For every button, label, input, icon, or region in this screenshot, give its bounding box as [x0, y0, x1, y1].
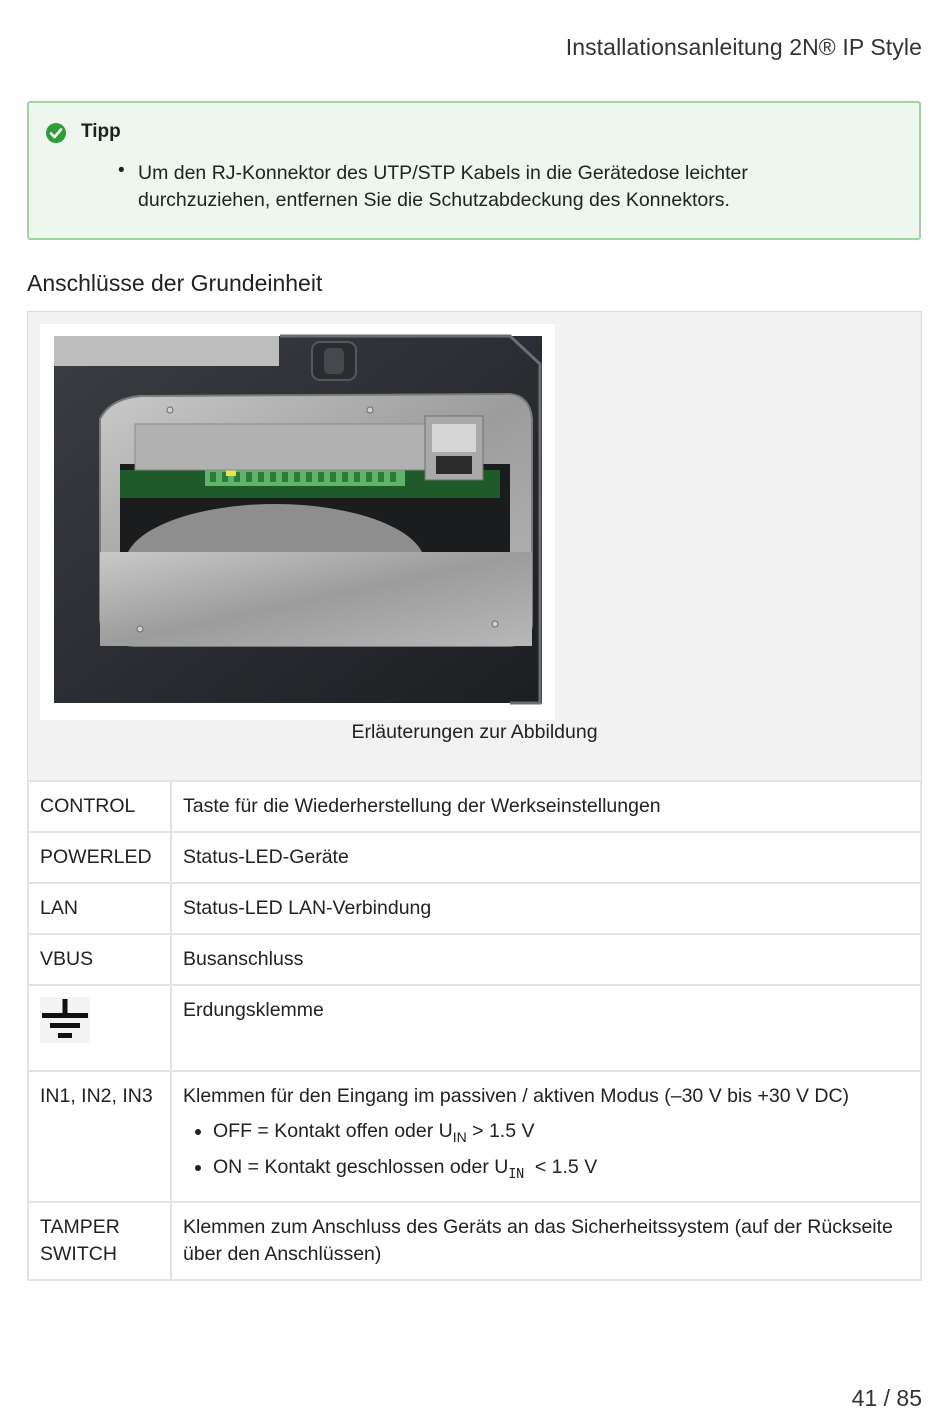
table-row [28, 1071, 921, 1202]
legend-value: Busanschluss [171, 934, 921, 985]
tip-title: Tipp [81, 121, 121, 142]
section-title: Anschlüsse der Grundeinheit [27, 270, 323, 296]
legend-value: Status-LED LAN-Verbindung [171, 883, 921, 934]
tip-box [27, 101, 921, 240]
ground-symbol-icon [40, 997, 90, 1043]
table-row [28, 832, 921, 883]
legend-key: IN1, IN2, IN3 [28, 1071, 171, 1202]
device-photo-illustration [40, 324, 555, 720]
off-threshold: > 1.5 V [466, 1120, 535, 1142]
input-mode-list [183, 1116, 909, 1190]
check-circle-icon [45, 122, 67, 144]
page-number: 41 / 85 [851, 1385, 922, 1411]
tip-bullet: • [118, 160, 125, 181]
legend-value: Taste für die Wiederherstellung der Werkseinstellungen [171, 781, 921, 832]
table-row [28, 934, 921, 985]
table-row [28, 781, 921, 832]
table-row [28, 883, 921, 934]
legend-value: Klemmen für den Eingang im passiven / aktiven Modus (–30 V bis +30 V DC) [183, 1085, 850, 1107]
figure-box [27, 311, 922, 780]
legend-key: POWERLED [28, 832, 171, 883]
connector-legend-table [27, 780, 922, 1281]
off-subscript: IN [452, 1129, 467, 1145]
legend-key: LAN [28, 883, 171, 934]
on-text: ON = Kontakt geschlossen oder U [213, 1156, 509, 1178]
figure-caption: Erläuterungen zur Abbildung [351, 721, 598, 743]
list-item [213, 1116, 909, 1152]
on-subscript: IN [508, 1167, 525, 1182]
off-text: OFF = Kontakt offen oder U [213, 1120, 453, 1142]
list-item [213, 1152, 909, 1190]
table-row [28, 985, 921, 1071]
on-threshold: < 1.5 V [524, 1156, 598, 1178]
legend-key: CONTROL [28, 781, 171, 832]
legend-key: VBUS [28, 934, 171, 985]
tip-text: Um den RJ-Konnektor des UTP/STP Kabels in die Gerätedose leichter durchzuziehen, entfernen Sie die Schutzabdeckung des Konnektors. [138, 162, 748, 211]
legend-value-cell [171, 1071, 921, 1202]
legend-value: Status-LED-Geräte [171, 832, 921, 883]
legend-value: Klemmen zum Anschluss des Geräts an das Sicherheitssystem (auf der Rückseite über den Anschlüssen) [171, 1202, 921, 1280]
legend-value: Erdungsklemme [171, 985, 921, 1071]
legend-key: TAMPER SWITCH [28, 1202, 171, 1280]
legend-key [28, 985, 171, 1071]
document-header-title: Installationsanleitung 2N® IP Style [565, 34, 922, 60]
device-connector-photo [40, 324, 555, 720]
table-row [28, 1202, 921, 1280]
